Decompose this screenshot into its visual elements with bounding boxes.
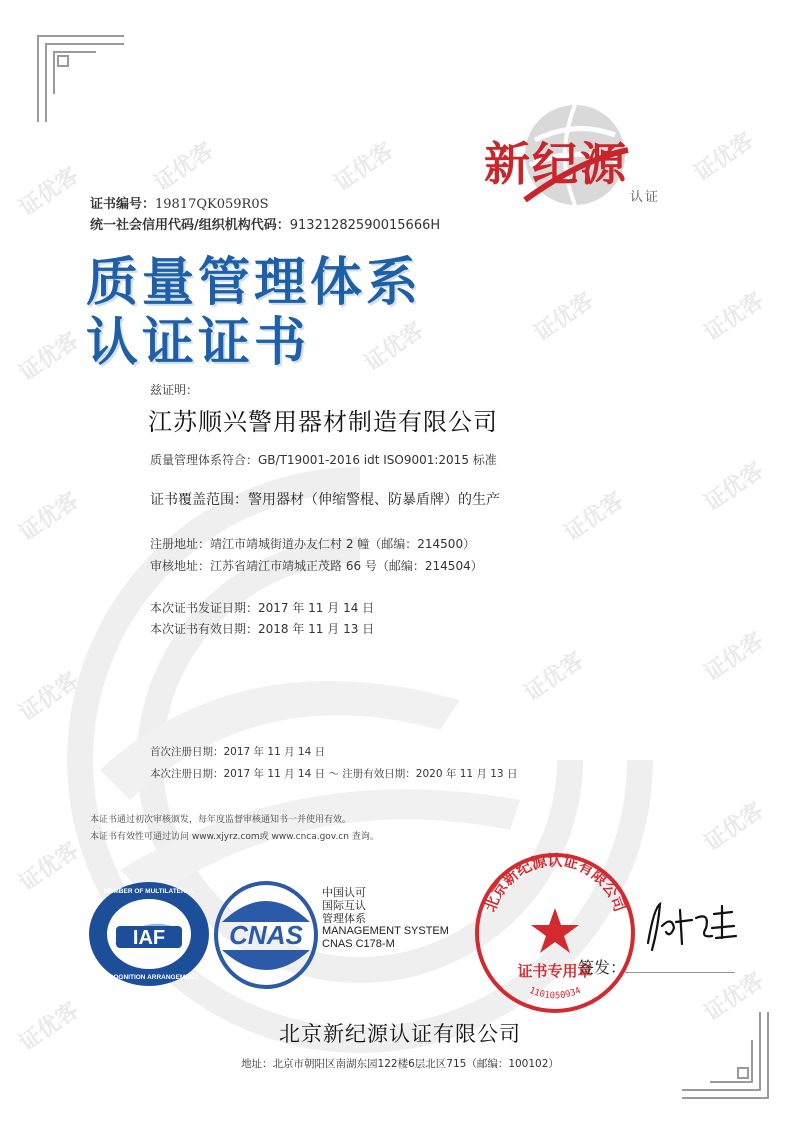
issuer-company: 北京新纪源认证有限公司 [279, 1022, 521, 1046]
svg-text:1101050934 [528, 986, 583, 1001]
watermark-text: 证优客 [519, 647, 589, 707]
issuer-address: 地址：北京市朝阳区南湖东园122楼6层北区715（邮编：100102） [241, 1058, 559, 1070]
watermark-text: 证优客 [14, 162, 84, 222]
certified-company: 江苏顺兴警用器材制造有限公司 [148, 408, 498, 436]
valid-date: 本次证书有效日期：2018 年 11 月 13 日 [150, 622, 375, 636]
watermark-text: 证优客 [699, 287, 769, 347]
seal-number: 1101050934 [527, 985, 583, 1002]
watermark-text: 证优客 [529, 287, 599, 347]
watermark-text: 证优客 [699, 457, 769, 517]
this-registration-date: 本次注册日期：2017 年 11 月 14 日 ～ 注册有效日期：2020 年 11 月 13 日 [150, 768, 518, 780]
signature-label: 签发： [578, 958, 627, 977]
watermark-text: 证优客 [559, 487, 629, 547]
signature-line [625, 972, 735, 973]
cnas-description [322, 886, 449, 951]
cnas-cn-line1: 中国认可 [322, 886, 366, 899]
certificate-title-line2: 认证证书 [86, 313, 311, 373]
watermark-text: 证优客 [14, 837, 84, 897]
watermark-text: 证优客 [699, 627, 769, 687]
brand-name: 新纪源 [484, 137, 628, 191]
iaf-logo [86, 878, 212, 990]
seal-ring-text: 北京新纪源认证有限公司 [481, 851, 629, 915]
watermark-text: 证优客 [699, 797, 769, 857]
cert-number-value: 19817QK059R0S [155, 197, 269, 212]
credit-code-label: 统一社会信用代码/组织机构代码： [90, 218, 290, 233]
certificate-title-line1: 质量管理体系 [86, 253, 423, 313]
validity-note: 本证书通过初次审核颁发，每年度监督审核通知书一并使用有效。 [90, 815, 352, 825]
iaf-ring-bottom: RECOGNITION ARRANGEMENT [99, 974, 199, 981]
cnas-logo [212, 880, 320, 990]
credit-code-value: 91321282590015666H [289, 218, 441, 233]
watermark-text: 证优客 [359, 317, 429, 377]
watermark-text: 证优客 [699, 967, 769, 1027]
watermark-text: 证优客 [149, 137, 219, 197]
official-seal [470, 848, 640, 1018]
first-registration-date: 首次注册日期：2017 年 11 月 14 日 [150, 746, 326, 758]
cnas-en-line2: CNAS C178-M [322, 938, 395, 950]
handwritten-signature [640, 898, 740, 958]
cert-number-line [90, 193, 269, 212]
credit-code-line [90, 214, 440, 233]
audit-address: 审核地址：江苏省靖江市靖城正茂路 66 号（邮编：214504） [150, 559, 483, 573]
iaf-logo-text: IAF [132, 927, 166, 949]
watermark-text: 证优客 [689, 127, 759, 187]
standard-line: 质量管理体系符合：GB/T19001-2016 idt ISO9001:2015 标准 [150, 453, 497, 467]
watermark-text: 证优客 [14, 327, 84, 387]
watermark-text: 证优客 [14, 487, 84, 547]
registered-address: 注册地址：靖江市靖城街道办友仁村 2 幢（邮编：214500） [150, 537, 476, 551]
seal-center-text: 证书专用章 [517, 962, 593, 980]
certify-text: 兹证明： [150, 383, 199, 397]
issue-date: 本次证书发证日期：2017 年 11 月 14 日 [150, 601, 375, 615]
cnas-cn-line2: 国际互认 [322, 899, 366, 912]
scope-line: 证书覆盖范围：警用器材（伸缩警棍、防暴盾牌）的生产 [150, 492, 500, 508]
cert-number-label: 证书编号： [90, 197, 156, 212]
watermark-text: 证优客 [14, 667, 84, 727]
cnas-logo-text: CNAS [229, 920, 303, 950]
brand-logo [480, 100, 700, 220]
svg-text:北京新纪源认证有限公司 [481, 851, 629, 914]
cnas-cn-line3: 管理体系 [322, 912, 366, 925]
brand-sub: 认证 [630, 190, 661, 205]
watermark-text: 证优客 [329, 137, 399, 197]
corner-ornament-top-left [36, 34, 126, 124]
watermark-text: 证优客 [14, 997, 84, 1057]
cnas-en-line1: MANAGEMENT SYSTEM [322, 925, 449, 937]
verification-note: 本证书有效性可通过访问 www.xjyrz.com或 www.cnca.gov.cn 查询。 [90, 832, 379, 842]
iaf-ring-top: MEMBER OF MULTILATERAL [103, 888, 195, 895]
